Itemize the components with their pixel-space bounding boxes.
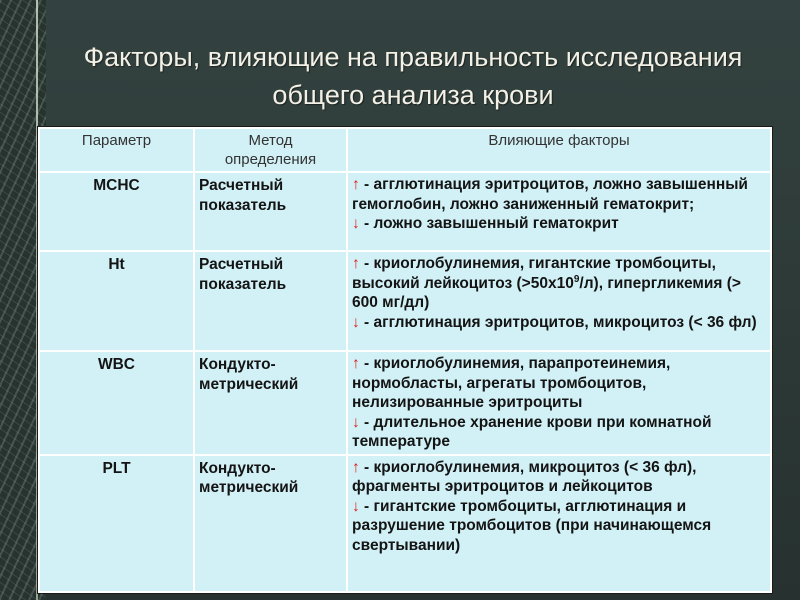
up-arrow-icon: ↑: [352, 458, 360, 476]
method-cell: Кондукто-метрический: [194, 455, 347, 593]
up-arrow-icon: ↑: [352, 176, 360, 193]
table-row: [39, 351, 771, 455]
increase-factors: [352, 175, 766, 214]
header-param: Параметр: [39, 128, 194, 172]
decrease-factors: [352, 413, 766, 452]
decrease-factors: [352, 214, 766, 234]
increase-factors: [352, 354, 766, 413]
table-header-row: [39, 128, 771, 172]
factors-cell: [347, 455, 771, 593]
up-arrow-icon: ↑: [352, 355, 360, 372]
table-row: [39, 455, 771, 593]
increase-text: - криоглобулинемия, парапротеинемия, нормобласты, агрегаты тромбоцитов, нелизированные эритроциты: [352, 355, 671, 411]
increase-factors: [352, 458, 766, 497]
decrease-text: - длительное хранение крови при комнатной температуре: [352, 413, 712, 450]
increase-factors: [352, 254, 766, 313]
slide-title-line-1: Факторы, влияющие на правильность исследования: [83, 42, 743, 72]
method-cell: Кондукто-метрический: [194, 351, 347, 455]
slide-title-line-2: общего анализа крови: [272, 80, 554, 110]
increase-text: - криоглобулинемия, гигантские тромбоциты, высокий лейкоцитоз (>50х10: [352, 255, 716, 292]
factors-cell: [347, 251, 771, 351]
slide-title: [46, 38, 780, 114]
factors-cell: [347, 172, 771, 251]
factors-cell: [347, 351, 771, 455]
down-arrow-icon: ↓: [352, 313, 360, 331]
decrease-factors: [352, 497, 766, 556]
method-cell: Расчетный показатель: [194, 172, 347, 251]
param-cell: Ht: [39, 251, 194, 351]
decrease-text: - ложно завышенный гематокрит: [359, 215, 619, 232]
up-arrow-icon: ↑: [352, 255, 360, 272]
decrease-text: - агглютинация эритроцитов, микроцитоз (< 36 фл): [359, 313, 757, 331]
table-row: [39, 172, 771, 251]
exponent: 9: [573, 273, 580, 285]
header-method-line-1: Метод: [248, 132, 293, 149]
header-method: [194, 128, 347, 172]
increase-text: - криоглобулинемия, микроцитоз (< 36 фл), фрагменты эритроцитов и лейкоцитов: [352, 458, 697, 495]
factors-table: [37, 126, 773, 594]
table-row: [39, 251, 771, 351]
method-cell: Расчетный показатель: [194, 251, 347, 351]
down-arrow-icon: ↓: [352, 215, 360, 232]
header-method-line-2: определения: [224, 151, 317, 168]
increase-text: - агглютинация эритроцитов, ложно завышенный гемоглобин, ложно заниженный гематокрит;: [352, 176, 748, 213]
increase-text-end: /л), гипергликемия (> 600 мг/дл): [352, 274, 741, 311]
header-factors: Влияющие факторы: [347, 128, 771, 172]
decrease-text: - гигантские тромбоциты, агглютинация и разрушение тромбоцитов (при начинающемся свертывании): [352, 497, 712, 554]
decrease-factors: [352, 313, 766, 333]
param-cell: PLT: [39, 455, 194, 593]
param-cell: MCHC: [39, 172, 194, 251]
down-arrow-icon: ↓: [352, 413, 360, 431]
param-cell: WBC: [39, 351, 194, 455]
down-arrow-icon: ↓: [352, 497, 360, 515]
